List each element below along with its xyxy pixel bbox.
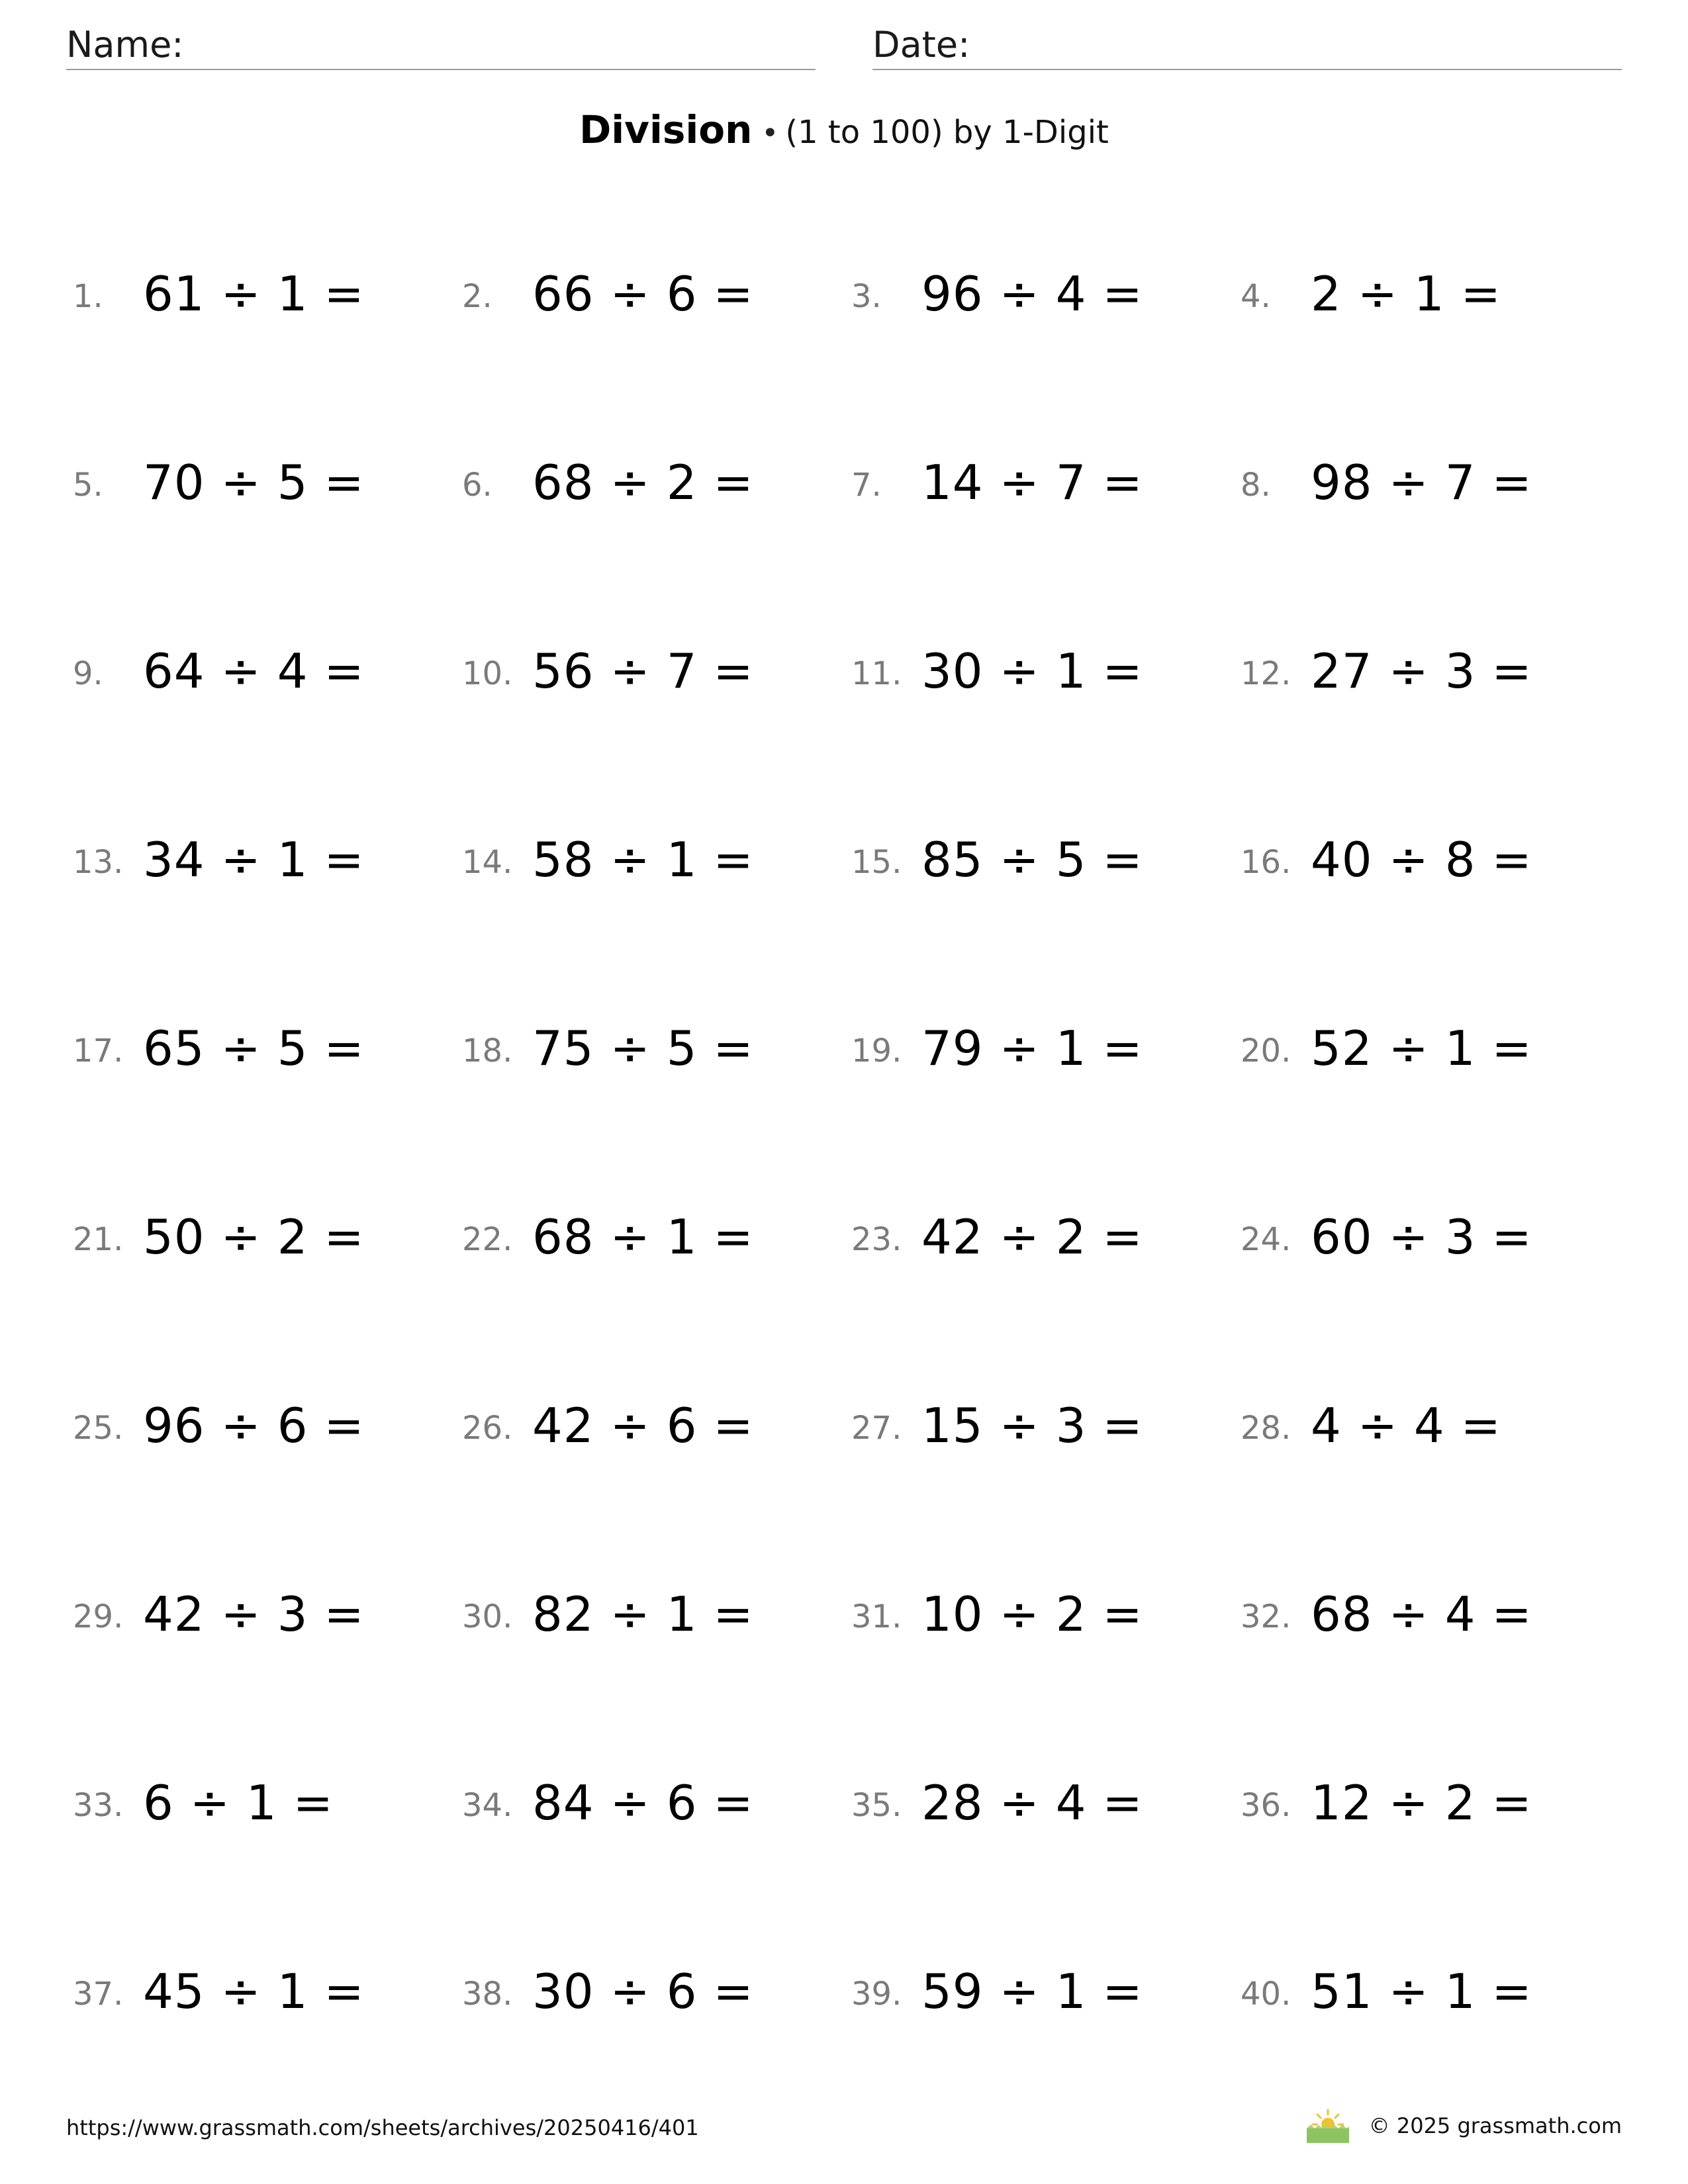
problem-number: 9. (73, 655, 103, 692)
problem-expression: 60 ÷ 3 = (1311, 1209, 1532, 1265)
problem-number: 14. (462, 844, 513, 881)
problem-number: 25. (73, 1410, 124, 1447)
problem-expression: 14 ÷ 7 = (921, 455, 1143, 510)
problem-expression: 12 ÷ 2 = (1311, 1775, 1532, 1831)
problem-item (851, 801, 1241, 914)
problem-number: 22. (462, 1221, 513, 1258)
problem-expression: 42 ÷ 2 = (921, 1209, 1143, 1265)
problem-item (1241, 801, 1622, 914)
problem-expression: 42 ÷ 3 = (143, 1586, 365, 1642)
problem-expression: 68 ÷ 2 = (532, 455, 754, 510)
problem-item (1241, 1179, 1622, 1291)
problem-expression: 45 ÷ 1 = (143, 1964, 365, 2019)
problem-expression: 34 ÷ 1 = (143, 832, 365, 887)
problem-expression: 4 ÷ 4 = (1311, 1398, 1501, 1453)
problem-item (73, 424, 462, 537)
problem-expression: 84 ÷ 6 = (532, 1775, 754, 1831)
problem-expression: 10 ÷ 2 = (921, 1586, 1143, 1642)
problem-number: 24. (1241, 1221, 1291, 1258)
problem-number: 33. (73, 1787, 124, 1824)
footer-brand (1304, 2107, 1622, 2144)
title-main: Division (579, 107, 753, 152)
problem-expression: 82 ÷ 1 = (532, 1586, 754, 1642)
problem-item (73, 1556, 462, 1668)
problem-number: 6. (462, 467, 492, 504)
problem-number: 27. (851, 1410, 902, 1447)
problem-item (462, 1745, 851, 1857)
problem-expression: 30 ÷ 1 = (921, 643, 1143, 699)
problem-item (73, 613, 462, 725)
problem-expression: 50 ÷ 2 = (143, 1209, 365, 1265)
problem-item (462, 236, 851, 348)
problem-item (462, 1367, 851, 1480)
problem-grid (73, 236, 1622, 2122)
problem-expression: 79 ÷ 1 = (921, 1021, 1143, 1076)
problem-number: 31. (851, 1598, 902, 1635)
problem-number: 40. (1241, 1976, 1291, 2013)
problem-item (851, 1933, 1241, 2046)
problem-item (73, 1745, 462, 1857)
sun-over-grass-icon (1304, 2107, 1352, 2144)
problem-number: 38. (462, 1976, 513, 2013)
problem-number: 2. (462, 278, 492, 315)
problem-number: 29. (73, 1598, 124, 1635)
problem-number: 35. (851, 1787, 902, 1824)
problem-item (462, 1179, 851, 1291)
problem-expression: 28 ÷ 4 = (921, 1775, 1143, 1831)
problem-item (851, 990, 1241, 1103)
problem-item (73, 990, 462, 1103)
date-label: Date: (872, 24, 970, 66)
problem-item (73, 801, 462, 914)
problem-expression: 68 ÷ 1 = (532, 1209, 754, 1265)
problem-expression: 98 ÷ 7 = (1311, 455, 1532, 510)
problem-expression: 75 ÷ 5 = (532, 1021, 754, 1076)
problem-number: 3. (851, 278, 882, 315)
name-field[interactable] (66, 23, 816, 70)
problem-item (1241, 1367, 1622, 1480)
problem-number: 32. (1241, 1598, 1291, 1635)
problem-number: 39. (851, 1976, 902, 2013)
problem-number: 4. (1241, 278, 1271, 315)
title-separator: • (761, 116, 779, 150)
problem-number: 8. (1241, 467, 1271, 504)
problem-item (1241, 613, 1622, 725)
name-label: Name: (66, 24, 184, 66)
problem-expression: 58 ÷ 1 = (532, 832, 754, 887)
problem-expression: 15 ÷ 3 = (921, 1398, 1143, 1453)
problem-item (1241, 236, 1622, 348)
problem-number: 5. (73, 467, 103, 504)
problem-number: 26. (462, 1410, 513, 1447)
problem-number: 21. (73, 1221, 124, 1258)
date-field[interactable] (872, 23, 1622, 70)
problem-expression: 59 ÷ 1 = (921, 1964, 1143, 2019)
problem-expression: 65 ÷ 5 = (143, 1021, 365, 1076)
problem-number: 16. (1241, 844, 1291, 881)
problem-number: 34. (462, 1787, 513, 1824)
problem-number: 15. (851, 844, 902, 881)
problem-expression: 70 ÷ 5 = (143, 455, 365, 510)
problem-number: 30. (462, 1598, 513, 1635)
problem-item (1241, 424, 1622, 537)
problem-expression: 2 ÷ 1 = (1311, 266, 1501, 322)
problem-number: 12. (1241, 655, 1291, 692)
problem-item (462, 990, 851, 1103)
problem-expression: 42 ÷ 6 = (532, 1398, 754, 1453)
problem-expression: 27 ÷ 3 = (1311, 643, 1532, 699)
problem-item (462, 1933, 851, 2046)
problem-expression: 96 ÷ 6 = (143, 1398, 365, 1453)
problem-item (462, 424, 851, 537)
problem-item (1241, 1556, 1622, 1668)
problem-expression: 56 ÷ 7 = (532, 643, 754, 699)
problem-number: 10. (462, 655, 513, 692)
problem-item (73, 1367, 462, 1480)
problem-number: 37. (73, 1976, 124, 2013)
problem-item (851, 1556, 1241, 1668)
problem-number: 13. (73, 844, 124, 881)
problem-expression: 85 ÷ 5 = (921, 832, 1143, 887)
problem-number: 17. (73, 1032, 124, 1069)
problem-expression: 30 ÷ 6 = (532, 1964, 754, 2019)
problem-item (851, 1367, 1241, 1480)
problem-number: 19. (851, 1032, 902, 1069)
problem-expression: 64 ÷ 4 = (143, 643, 365, 699)
problem-number: 18. (462, 1032, 513, 1069)
problem-item (851, 1179, 1241, 1291)
footer-copyright: © 2025 grassmath.com (1368, 2113, 1622, 2138)
problem-item (462, 801, 851, 914)
problem-number: 20. (1241, 1032, 1291, 1069)
problem-item (851, 236, 1241, 348)
problem-number: 36. (1241, 1787, 1291, 1824)
problem-item (851, 1745, 1241, 1857)
problem-expression: 52 ÷ 1 = (1311, 1021, 1532, 1076)
problem-number: 23. (851, 1221, 902, 1258)
problem-number: 11. (851, 655, 902, 692)
problem-item (1241, 1745, 1622, 1857)
problem-item (1241, 990, 1622, 1103)
problem-expression: 40 ÷ 8 = (1311, 832, 1532, 887)
problem-number: 7. (851, 467, 882, 504)
problem-item (851, 424, 1241, 537)
problem-item (73, 1179, 462, 1291)
problem-expression: 6 ÷ 1 = (143, 1775, 334, 1831)
problem-number: 1. (73, 278, 103, 315)
problem-item (73, 1933, 462, 2046)
problem-expression: 51 ÷ 1 = (1311, 1964, 1532, 2019)
problem-expression: 66 ÷ 6 = (532, 266, 754, 322)
footer-url: https://www.grassmath.com/sheets/archives/20250416/401 (66, 2115, 699, 2140)
problem-expression: 96 ÷ 4 = (921, 266, 1143, 322)
problem-item (462, 613, 851, 725)
problem-expression: 61 ÷ 1 = (143, 266, 365, 322)
worksheet-title (0, 106, 1688, 163)
problem-number: 28. (1241, 1410, 1291, 1447)
problem-expression: 68 ÷ 4 = (1311, 1586, 1532, 1642)
problem-item (1241, 1933, 1622, 2046)
problem-item (851, 613, 1241, 725)
problem-item (462, 1556, 851, 1668)
title-subtitle: (1 to 100) by 1-Digit (785, 114, 1109, 151)
problem-item (73, 236, 462, 348)
